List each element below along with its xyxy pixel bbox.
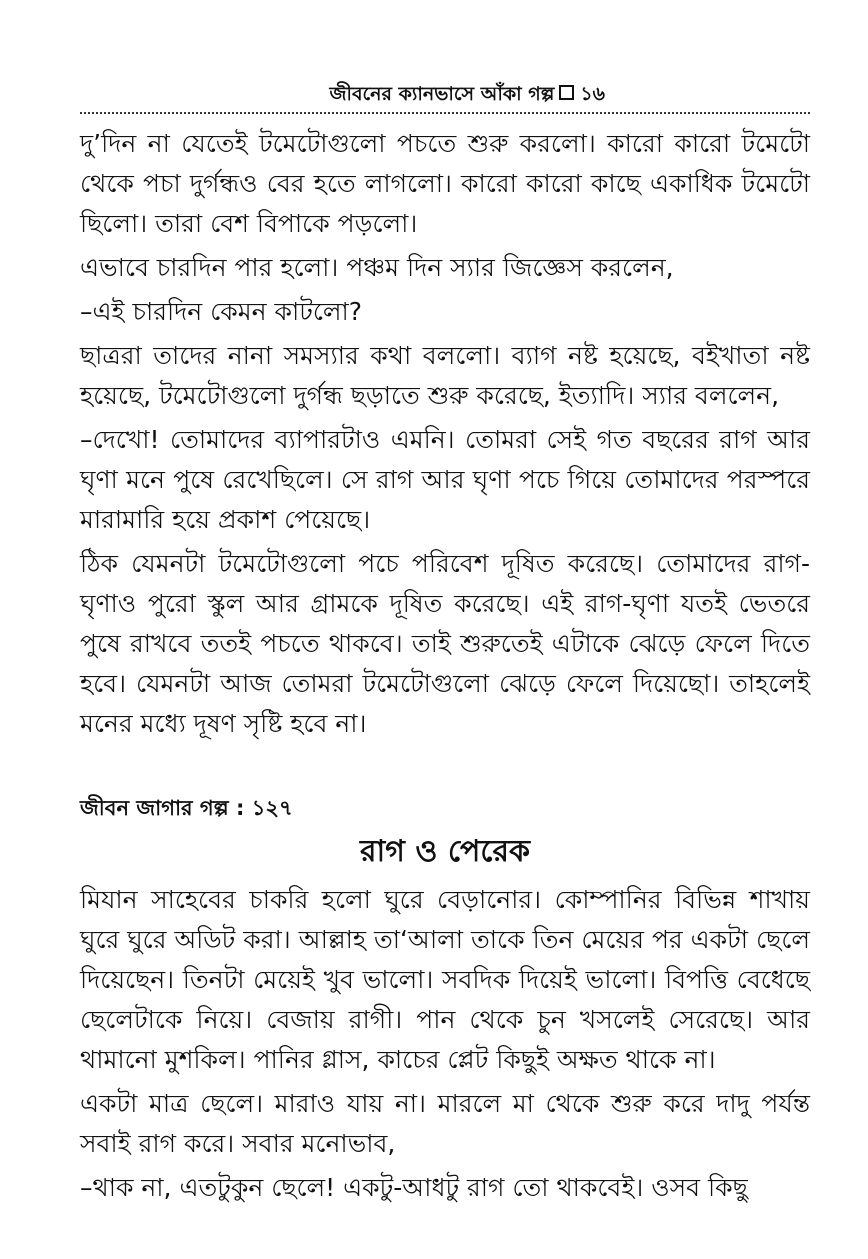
running-header — [80, 74, 810, 114]
paragraph: মিযান সাহেবের চাকরি হলো ঘুরে বেড়ানোর। কোম্পানির বিভিন্ন শাখায় ঘুরে ঘুরে অডিট করা। আল্লাহ তা‘আলা তাকে তিন মেয়ের পর একটা ছেলে দিয়েছেন। তিনটা মেয়েই খুব ভালো। সবদিক দিয়েই ভালো। বিপত্তি বেধেছে ছেলেটাকে নিয়ে। বেজায় রাগী। পান থেকে চুন খসলেই সেরেছে। আর থামানো মুশকিল। পানির গ্লাস, কাচের প্লেট কিছুই অক্ষত থাকে না। — [80, 885, 810, 1074]
paragraph: –এই চারদিন কেমন কাটলো? — [80, 297, 363, 326]
square-bullet-icon — [559, 85, 574, 100]
paragraph: দু’দিন না যেতেই টমেটোগুলো পচতে শুরু করলো। কারো কারো টমেটো থেকে পচা দুর্গন্ধও বের হতে লাগলো। কারো কারো কাছে একাধিক টমেটো ছিলো। তারা বেশ বিপাকে পড়লো। — [80, 129, 810, 238]
paragraph: একটা মাত্র ছেলে। মারাও যায় না। মারলে মা থেকে শুরু করে দাদু পর্যন্ত সবাই রাগ করে। সবার মনোভাব, — [80, 1089, 810, 1158]
paragraph: এভাবে চারদিন পার হলো। পঞ্চম দিন স্যার জিজ্ঞেস করলেন, — [80, 253, 674, 282]
page-number: ১৬ — [580, 83, 605, 105]
paragraph: –দেখো! তোমাদের ব্যাপারটাও এমনি। তোমরা সেই গত বছরের রাগ আর ঘৃণা মনে পুষে রেখেছিলে। সে রাগ আর ঘৃণা পচে গিয়ে তোমাদের পরস্পরে মারামারি হয়ে প্রকাশ পেয়েছে। — [80, 425, 810, 534]
book-title: জীবনের ক্যানভাসে আঁকা গল্প — [329, 83, 555, 105]
paragraph: ছাত্ররা তাদের নানা সমস্যার কথা বললো। ব্যাগ নষ্ট হয়েছে, বইখাতা নষ্ট হয়েছে, টমেটোগুলো দুর্গন্ধ ছড়াতে শুরু করেছে, ইত্যাদি। স্যার বললেন, — [80, 341, 810, 410]
page-body — [80, 124, 810, 1212]
paragraph: ঠিক যেমনটা টমেটোগুলো পচে পরিবেশ দূষিত করেছে। তোমাদের রাগ-ঘৃণাও পুরো স্কুল আর গ্রামকে দূষিত করেছে। এই রাগ-ঘৃণা যতই ভেতরে পুষে রাখবে ততই পচতে থাকবে। তাই শুরুতেই এটাকে ঝেড়ে ফেলে দিতে হবে। যেমনটা আজ তোমরা টমেটোগুলো ঝেড়ে ফেলে দিয়েছো। তাহলেই মনের মধ্যে দূষণ সৃষ্টি হবে না। — [80, 549, 810, 738]
story-label: জীবন জাগার গল্প : ১২৭ — [80, 796, 293, 820]
header-text — [330, 80, 605, 112]
story-title: রাগ ও পেরেক — [360, 834, 530, 869]
paragraph: –থাক না, এতটুকুন ছেলে! একটু-আধটু রাগ তো থাকবেই। ওসব কিছু — [80, 1173, 748, 1202]
